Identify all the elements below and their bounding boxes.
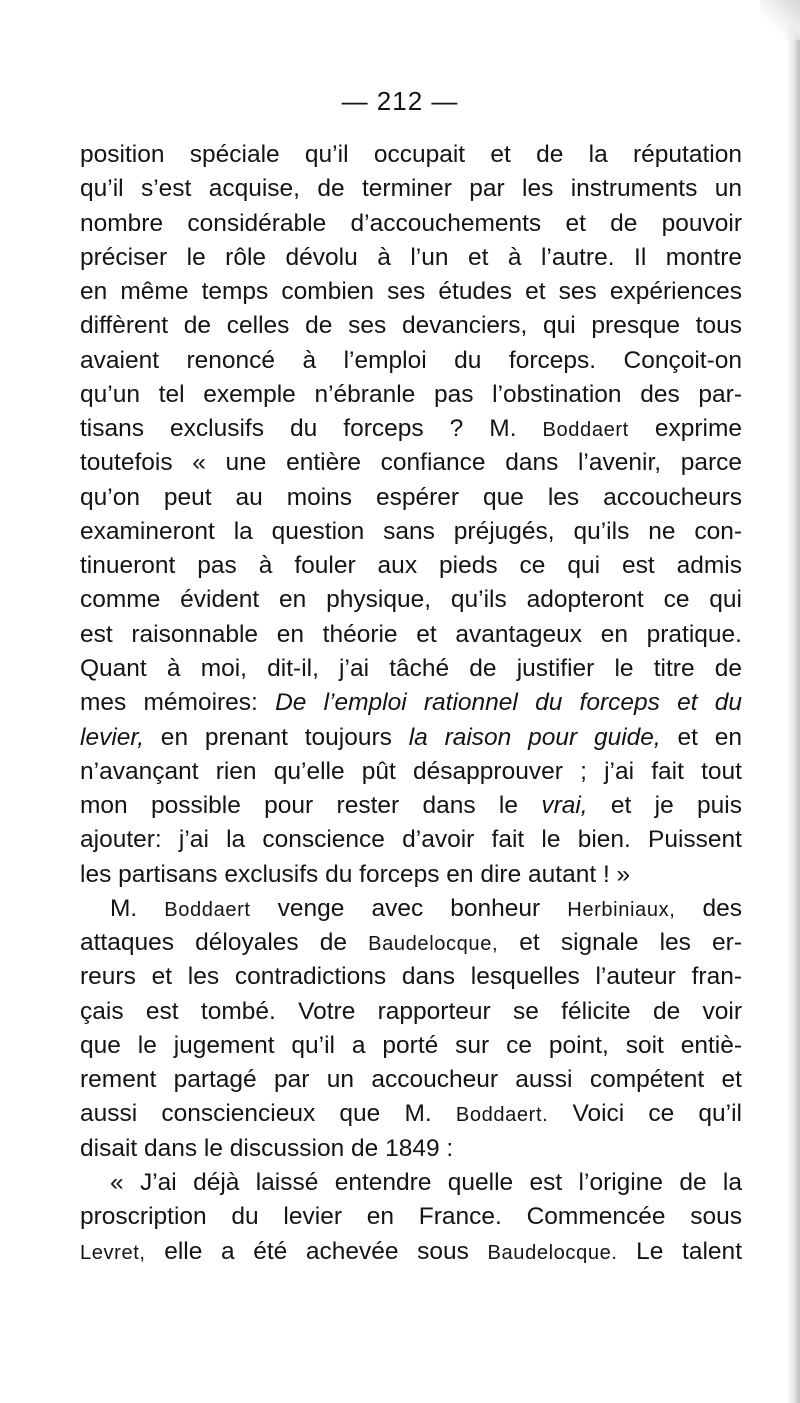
text-segment: mes mémoires: (80, 689, 276, 717)
text-line (80, 172, 742, 206)
text-line (80, 686, 742, 720)
text-line (80, 926, 742, 960)
text-line (80, 1235, 742, 1269)
small-caps-name: Herbiniaux, (567, 898, 676, 921)
text-segment: que le jugement qu’il a porté sur ce point, soit entiè- (80, 1031, 742, 1059)
text-line (80, 549, 742, 583)
text-segment: examineront la question sans préjugés, qu’ils ne con- (80, 517, 742, 545)
italic-text: De l’emploi rationnel du forceps et du (275, 689, 742, 717)
text-segment: qu’on peut au moins espérer que les accoucheurs (80, 483, 742, 511)
text-line (80, 960, 742, 994)
text-segment: M. (110, 894, 165, 922)
text-segment: elle a été achevée sous (145, 1237, 488, 1265)
text-line (80, 412, 742, 446)
text-segment: en même temps combien ses études et ses expériences (80, 278, 742, 306)
text-line (80, 995, 742, 1029)
text-segment: et signale les er- (498, 929, 742, 957)
text-segment: venge avec bonheur (250, 894, 568, 922)
text-segment: mon possible pour rester dans le (80, 792, 542, 820)
page-edge-shadow (786, 0, 800, 1403)
text-segment: « J’ai déjà laissé entendre quelle est l’origine de la (110, 1168, 742, 1196)
text-segment: avaient renoncé à l’emploi du forceps. Conçoit-on (80, 346, 742, 374)
text-segment: Voici ce qu’il (548, 1100, 742, 1128)
text-line (80, 344, 742, 378)
text-line (80, 1166, 742, 1200)
text-segment: les partisans exclusifs du forceps en dire autant ! » (80, 860, 631, 888)
text-line (80, 721, 742, 755)
text-segment: ajouter: j’ai la conscience d’avoir fait le bien. Puissent (80, 826, 742, 854)
text-line (80, 309, 742, 343)
text-line (80, 138, 742, 172)
text-segment: attaques déloyales de (80, 929, 369, 957)
text-segment: qu’il s’est acquise, de terminer par les instruments un (80, 175, 742, 203)
text-segment: comme évident en physique, qu’ils adopteront ce qui (80, 586, 742, 614)
text-line (80, 892, 742, 926)
text-line (80, 241, 742, 275)
text-line (80, 755, 742, 789)
small-caps-name: Baudelocque, (368, 933, 499, 956)
small-caps-name: Boddaert (542, 419, 629, 442)
text-segment: et je puis (587, 792, 743, 820)
text-segment: des (675, 894, 742, 922)
text-line (80, 618, 742, 652)
text-segment: reurs et les contradictions dans lesquelles l’auteur fran- (80, 963, 742, 991)
text-line (80, 1132, 742, 1166)
text-line (80, 1097, 742, 1131)
text-segment: n’avançant rien qu’elle pût désapprouver ; j’ai fait tout (80, 757, 742, 785)
text-line (80, 1029, 742, 1063)
italic-text: vrai, (541, 792, 588, 820)
text-line (80, 378, 742, 412)
text-segment: nombre considérable d’accouchements et de pouvoir (80, 209, 742, 237)
text-line (80, 515, 742, 549)
text-segment: aussi consciencieux que M. (80, 1100, 456, 1128)
text-segment: disait dans le discussion de 1849 : (80, 1134, 454, 1162)
text-segment: diffèrent de celles de ses devanciers, qui presque tous (80, 312, 742, 340)
text-segment: et en (660, 723, 742, 751)
text-segment: tinueront pas à fouler aux pieds ce qui est admis (80, 552, 742, 580)
page-corner-shadow (760, 0, 800, 40)
italic-text: levier, (80, 723, 145, 751)
text-segment: qu’un tel exemple n’ébranle pas l’obstination des par- (80, 380, 742, 408)
small-caps-name: Boddaert. (455, 1104, 549, 1127)
page-number: — 212 — (341, 86, 459, 116)
text-segment: exprime (628, 415, 742, 443)
text-segment: position spéciale qu’il occupait et de la réputation (80, 141, 742, 168)
text-line (80, 275, 742, 309)
text-line (80, 789, 742, 823)
text-line (80, 1200, 742, 1234)
text-segment: tisans exclusifs du forceps ? M. (80, 415, 543, 443)
text-segment: Quant à moi, dit-il, j’ai tâché de justifier le titre de (80, 654, 742, 682)
text-line (80, 446, 742, 480)
text-segment: rement partagé par un accoucheur aussi compétent et (80, 1066, 742, 1094)
text-line (80, 652, 742, 686)
small-caps-name: Levret, (80, 1241, 146, 1264)
italic-text: la raison pour guide, (408, 723, 661, 751)
text-segment: proscription du levier en France. Commencée sous (80, 1203, 742, 1231)
text-line (80, 207, 742, 241)
text-segment: est raisonnable en théorie et avantageux en pratique. (80, 620, 742, 648)
text-segment: çais est tombé. Votre rapporteur se félicite de voir (80, 997, 742, 1025)
text-line (80, 823, 742, 857)
page-body-text (80, 138, 742, 1269)
small-caps-name: Baudelocque. (487, 1241, 618, 1264)
text-segment: Le talent (617, 1237, 742, 1265)
text-segment: toutefois « une entière confiance dans l’avenir, parce (80, 449, 742, 477)
small-caps-name: Boddaert (164, 898, 251, 921)
text-segment: en prenant toujours (144, 723, 409, 751)
text-line (80, 481, 742, 515)
text-segment: préciser le rôle dévolu à l’un et à l’autre. Il montre (80, 243, 742, 271)
text-line (80, 1063, 742, 1097)
text-line (80, 858, 742, 892)
text-line (80, 583, 742, 617)
